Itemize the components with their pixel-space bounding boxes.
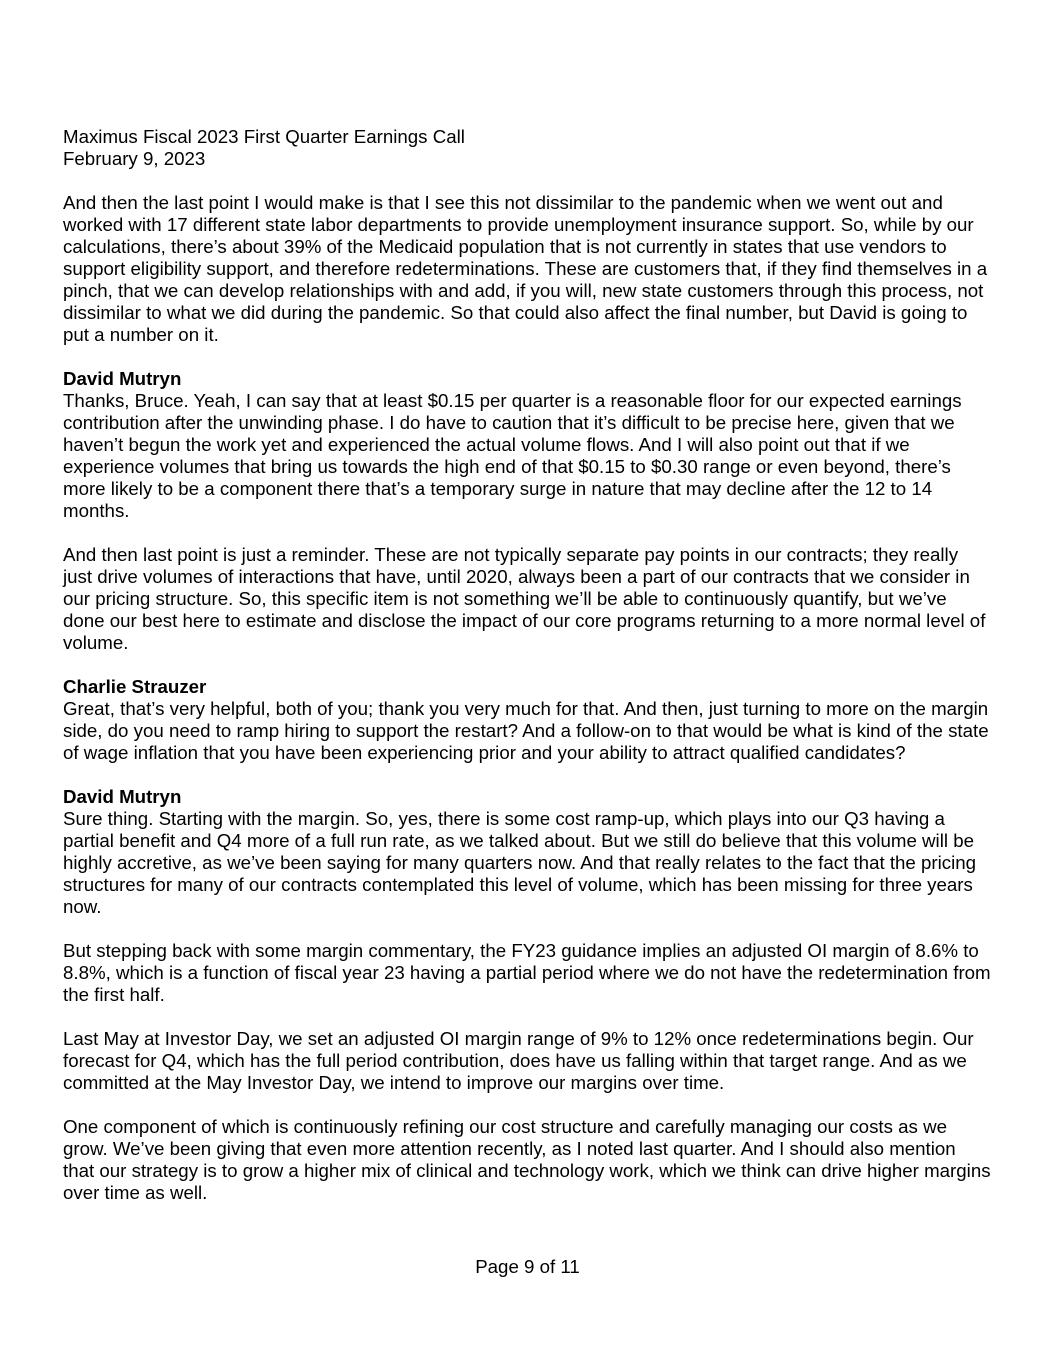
transcript-blocks	[63, 192, 991, 1204]
transcript-block	[63, 786, 991, 918]
document-date: February 9, 2023	[63, 148, 206, 169]
transcript-block	[63, 368, 991, 522]
paragraph-text: Thanks, Bruce. Yeah, I can say that at least $0.15 per quarter is a reasonable floor for our expected earnings contribution after the unwinding phase. I do have to caution that it’s difficult to be precise here, given that we haven’t begun the work yet and experienced the actual volume flows. And I will also point out that if we experience volumes that bring us towards the high end of that $0.15 to $0.30 range or even beyond, there’s more likely to be a component there that’s a temporary surge in nature that may decline after the 12 to 14 months.	[63, 390, 962, 521]
document-header	[63, 126, 991, 170]
transcript-block	[63, 544, 991, 654]
transcript-block	[63, 1116, 991, 1204]
document-content	[63, 126, 991, 1204]
document-title: Maximus Fiscal 2023 First Quarter Earnings Call	[63, 126, 465, 147]
transcript-block	[63, 192, 991, 346]
paragraph-text: And then the last point I would make is that I see this not dissimilar to the pandemic when we went out and worked with 17 different state labor departments to provide unemployment insurance support. So, while by our calculations, there’s about 39% of the Medicaid population that is not currently in states that use vendors to support eligibility support, and therefore redeterminations. These are customers that, if they find themselves in a pinch, that we can develop relationships with and add, if you will, new state customers through this process, not dissimilar to what we did during the pandemic. So that could also affect the final number, but David is going to put a number on it.	[63, 192, 988, 345]
paragraph-text: But stepping back with some margin commentary, the FY23 guidance implies an adjusted OI margin of 8.6% to 8.8%, which is a function of fiscal year 23 having a partial period where we do not have the redetermination from the first half.	[63, 940, 991, 1005]
speaker-name: David Mutryn	[63, 368, 182, 389]
paragraph-text: Last May at Investor Day, we set an adjusted OI margin range of 9% to 12% once redeterminations begin. Our forecast for Q4, which has the full period contribution, does have us falling within that target range. And as we committed at the May Investor Day, we intend to improve our margins over time.	[63, 1028, 974, 1093]
paragraph-text: Great, that’s very helpful, both of you; thank you very much for that. And then, just turning to more on the margin side, do you need to ramp hiring to support the restart? And a follow-on to that would be what is kind of the state of wage inflation that you have been experiencing prior and your ability to attract qualified candidates?	[63, 698, 989, 763]
page-number: Page 9 of 11	[475, 1256, 580, 1277]
transcript-block	[63, 676, 991, 764]
speaker-name: David Mutryn	[63, 786, 182, 807]
paragraph-text: And then last point is just a reminder. These are not typically separate pay points in our contracts; they really just drive volumes of interactions that have, until 2020, always been a part of our contracts that we consider in our pricing structure. So, this specific item is not something we’ll be able to continuously quantify, but we’ve done our best here to estimate and disclose the impact of our core programs returning to a more normal level of volume.	[63, 544, 986, 653]
paragraph-text: Sure thing. Starting with the margin. So, yes, there is some cost ramp-up, which plays into our Q3 having a partial benefit and Q4 more of a full run rate, as we talked about. But we still do believe that this volume will be highly accretive, as we’ve been saying for many quarters now. And that really relates to the fact that the pricing structures for many of our contracts contemplated this level of volume, which has been missing for three years now.	[63, 808, 977, 917]
speaker-name: Charlie Strauzer	[63, 676, 207, 697]
transcript-block	[63, 1028, 991, 1094]
transcript-block	[63, 940, 991, 1006]
paragraph-text: One component of which is continuously refining our cost structure and carefully managing our costs as we grow. We’ve been giving that even more attention recently, as I noted last quarter. And I should also mention that our strategy is to grow a higher mix of clinical and technology work, which we think can drive higher margins over time as well.	[63, 1116, 991, 1203]
